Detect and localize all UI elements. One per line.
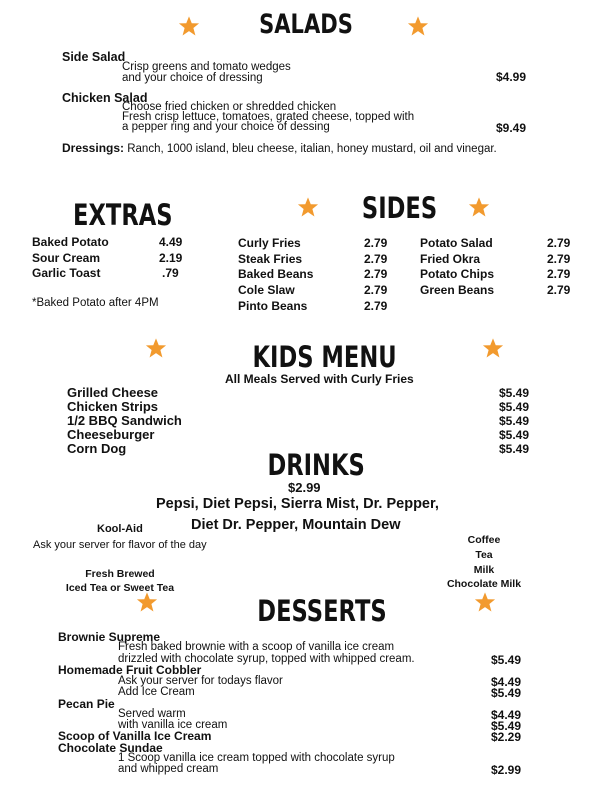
sides-item-price: 2.79 — [364, 236, 388, 250]
star-icon — [468, 196, 490, 218]
drinks-right-item: Milk — [473, 564, 495, 576]
kids-menu-subtitle: All Meals Served with Curly Fries — [225, 372, 414, 386]
koolaid-label: Kool-Aid — [97, 523, 143, 535]
extras-item-price: 4.49 — [159, 235, 183, 249]
sides-item-price: 2.79 — [547, 236, 571, 250]
kids-item-price: $5.49 — [499, 414, 530, 428]
sides-item-name: Steak Fries — [238, 252, 303, 266]
dessert-price: $2.29 — [491, 730, 522, 744]
kids-item-name: 1/2 BBQ Sandwich — [67, 413, 182, 428]
dessert-desc: Ask your server for todays flavor — [118, 675, 283, 687]
sides-heading: SIDES — [361, 191, 438, 225]
dessert-price: $4.49 — [491, 708, 522, 722]
dessert-name: Chocolate Sundae — [58, 741, 163, 755]
chicken-salad-name: Chicken Salad — [62, 91, 148, 105]
dessert-name: Brownie Supreme — [58, 630, 161, 644]
dessert-desc: drizzled with chocolate syrup, topped with whipped cream. — [118, 653, 415, 665]
side-salad-name: Side Salad — [62, 50, 126, 64]
drinks-right-item: Chocolate Milk — [446, 578, 522, 590]
star-icon — [482, 337, 504, 359]
chicken-salad-desc: Fresh crisp lettuce, tomatoes, grated cheese, topped with — [122, 111, 415, 123]
dressings-text: Ranch, 1000 island, bleu cheese, italian, honey mustard, oil and vinegar. — [127, 143, 497, 155]
tea-label: Fresh Brewed — [85, 568, 155, 580]
sides-item-name: Pinto Beans — [238, 299, 308, 313]
extras-item-price: 2.19 — [159, 251, 183, 265]
sides-item-price: 2.79 — [364, 267, 388, 281]
sides-item-name: Curly Fries — [238, 236, 301, 250]
dessert-price: $5.49 — [491, 719, 522, 733]
dessert-name: Pecan Pie — [58, 697, 115, 711]
sides-item-name: Baked Beans — [238, 267, 314, 281]
drinks-heading: DRINKS — [267, 448, 365, 482]
chicken-salad-price: $9.49 — [496, 121, 527, 135]
sides-item-price: 2.79 — [547, 267, 571, 281]
drinks-right-item: Coffee — [467, 534, 501, 546]
tea-label: Iced Tea or Sweet Tea — [65, 582, 175, 594]
star-icon — [178, 15, 200, 37]
side-salad-desc: and your choice of dressing — [122, 72, 263, 84]
kids-item-price: $5.49 — [499, 428, 530, 442]
chicken-salad-desc: a pepper ring and your choice of dessing — [122, 121, 330, 133]
kids-item-name: Cheeseburger — [67, 427, 155, 442]
kids-item-price: $5.49 — [499, 386, 530, 400]
dessert-desc: and whipped cream — [118, 763, 219, 775]
extras-item-name: Sour Cream — [32, 251, 101, 265]
extras-item-name: Garlic Toast — [32, 266, 101, 280]
extras-heading: EXTRAS — [73, 198, 173, 232]
salads-heading: SALADS — [259, 9, 353, 40]
drinks-soda-line: Diet Dr. Pepper, Mountain Dew — [191, 517, 401, 533]
star-icon — [474, 591, 496, 613]
dessert-name: Homemade Fruit Cobbler — [58, 663, 202, 677]
kids-item-price: $5.49 — [499, 400, 530, 414]
drinks-right-item: Tea — [475, 549, 493, 561]
sides-item-name: Potato Salad — [420, 236, 493, 250]
dessert-name: Scoop of Vanilla Ice Cream — [58, 729, 212, 743]
sides-item-name: Green Beans — [420, 283, 495, 297]
kids-item-name: Corn Dog — [67, 441, 127, 456]
sides-item-name: Fried Okra — [420, 252, 481, 266]
kids-item-price: $5.49 — [499, 442, 530, 456]
chicken-salad-desc: Choose fried chicken or shredded chicken — [122, 101, 337, 113]
drinks-soda-line: Pepsi, Diet Pepsi, Sierra Mist, Dr. Pepper, — [156, 496, 439, 512]
star-icon — [145, 337, 167, 359]
dessert-desc: Served warm — [118, 708, 186, 720]
koolaid-note: Ask your server for flavor of the day — [33, 539, 207, 551]
sides-item-price: 2.79 — [547, 252, 571, 266]
dessert-desc: Add Ice Cream — [118, 686, 195, 698]
dessert-desc: 1 Scoop vanilla ice cream topped with chocolate syrup — [118, 752, 395, 764]
side-salad-price: $4.99 — [496, 70, 527, 84]
extras-item-price: .79 — [162, 266, 179, 280]
dressings-line — [62, 141, 497, 155]
kids-item-name: Grilled Cheese — [67, 385, 159, 400]
extras-note: *Baked Potato after 4PM — [32, 297, 159, 309]
drinks-price: $2.99 — [288, 480, 321, 495]
dessert-price: $5.49 — [491, 686, 522, 700]
kids-menu-heading: KIDS MENU — [252, 340, 397, 374]
sides-item-name: Cole Slaw — [238, 283, 295, 297]
star-icon — [297, 196, 319, 218]
dessert-price: $5.49 — [491, 653, 522, 667]
sides-item-price: 2.79 — [364, 283, 388, 297]
sides-item-price: 2.79 — [364, 299, 388, 313]
sides-item-name: Potato Chips — [420, 267, 494, 281]
dessert-desc: Fresh baked brownie with a scoop of vanilla ice cream — [118, 641, 395, 653]
extras-item-name: Baked Potato — [32, 235, 109, 249]
sides-item-price: 2.79 — [364, 252, 388, 266]
side-salad-desc: Crisp greens and tomato wedges — [122, 61, 291, 73]
dessert-price: $2.99 — [491, 763, 522, 777]
dressings-label: Dressings: — [62, 141, 125, 155]
kids-item-name: Chicken Strips — [67, 399, 159, 414]
sides-item-price: 2.79 — [547, 283, 571, 297]
dessert-desc: with vanilla ice cream — [118, 719, 228, 731]
star-icon — [407, 15, 429, 37]
dessert-price: $4.49 — [491, 675, 522, 689]
desserts-heading: DESSERTS — [257, 594, 387, 628]
